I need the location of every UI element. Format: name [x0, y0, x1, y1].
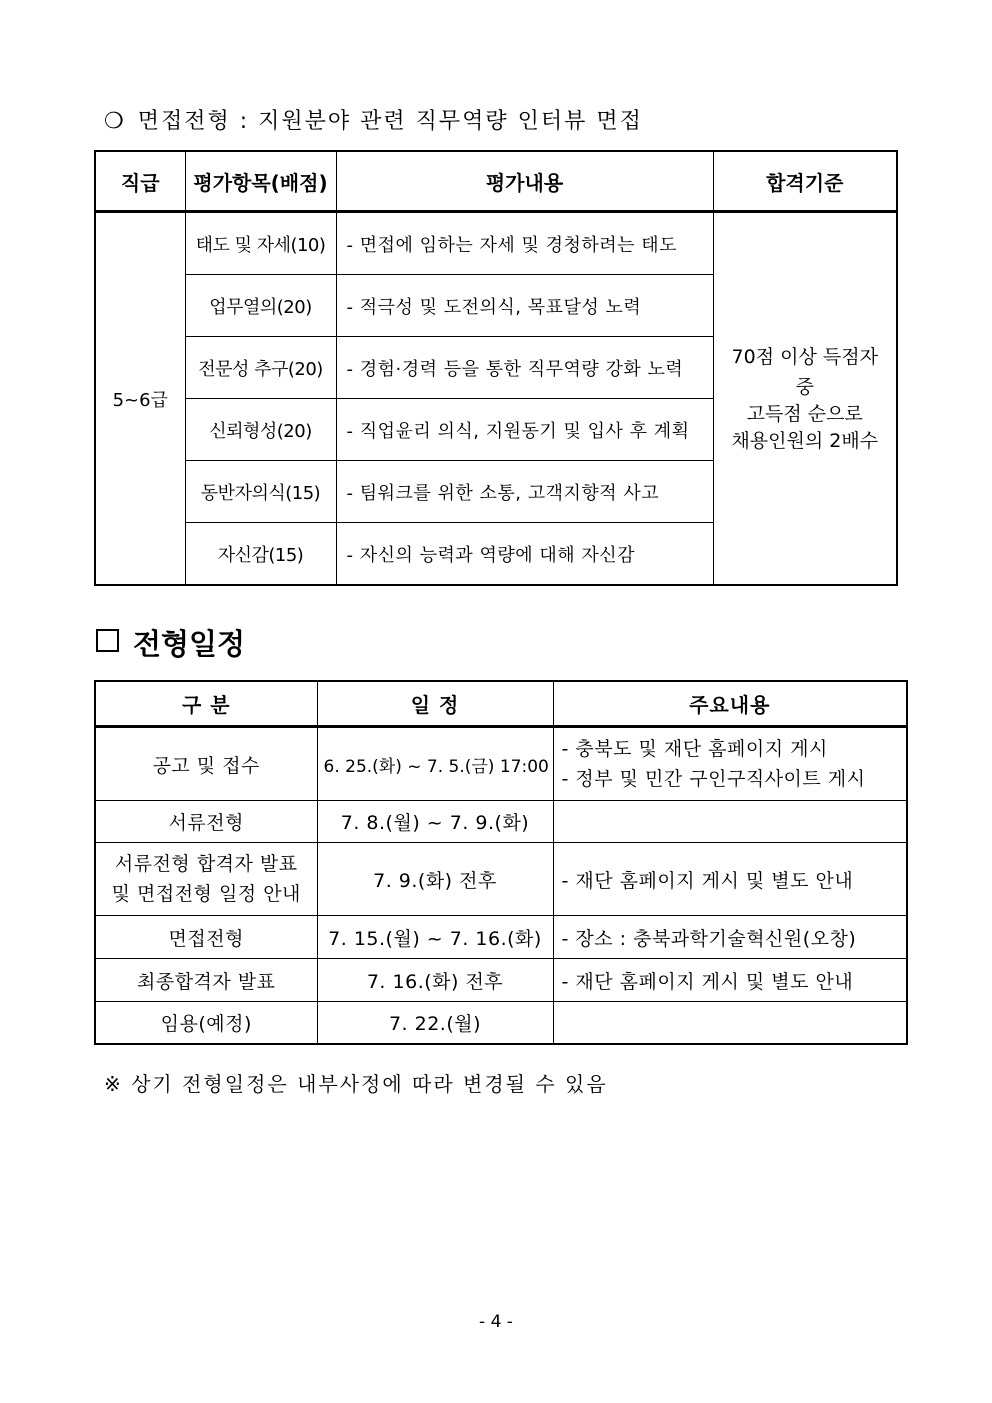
- eval-item: 자신감(15): [185, 523, 336, 586]
- eval-content: - 면접에 임하는 자세 및 경청하려는 태도: [336, 212, 713, 275]
- grade-cell: 5~6급: [95, 212, 185, 586]
- schedule-date: 7. 15.(월) ~ 7. 16.(화): [317, 916, 553, 959]
- eval-content: - 적극성 및 도전의식, 목표달성 노력: [336, 275, 713, 337]
- table-row: [95, 959, 907, 1002]
- table-row: [95, 916, 907, 959]
- interview-heading: [104, 104, 643, 135]
- interview-heading-text: 면접전형 : 지원분야 관련 직무역량 인터뷰 면접: [137, 109, 643, 134]
- schedule-details: [553, 727, 907, 801]
- schedule-section-title: [96, 622, 245, 663]
- schedule-stage: 면접전형: [95, 916, 317, 959]
- circle-bullet-icon: ❍: [104, 109, 126, 134]
- schedule-date: 7. 8.(월) ~ 7. 9.(화): [317, 801, 553, 843]
- stage-line: 서류전형 합격자 발표: [114, 853, 298, 875]
- checkbox-square-icon: [96, 629, 119, 652]
- schedule-stage: 서류전형: [95, 801, 317, 843]
- schedule-date: 7. 16.(화) 전후: [317, 959, 553, 1002]
- header-content: 평가내용: [336, 151, 713, 212]
- header-stage: 구 분: [95, 681, 317, 727]
- schedule-header-row: [95, 681, 907, 727]
- table-row: [95, 212, 897, 275]
- schedule-details: - 재단 홈페이지 게시 및 별도 안내: [553, 843, 907, 916]
- header-grade: 직급: [95, 151, 185, 212]
- header-criteria: 합격기준: [713, 151, 897, 212]
- eval-item: 동반자의식(15): [185, 461, 336, 523]
- schedule-stage: 공고 및 접수: [95, 727, 317, 801]
- schedule-details: [553, 801, 907, 843]
- stage-line: 및 면접전형 일정 안내: [111, 883, 301, 905]
- criteria-cell: [713, 212, 897, 586]
- schedule-date: 7. 22.(월): [317, 1002, 553, 1044]
- header-item: 평가항목(배점): [185, 151, 336, 212]
- eval-content: - 직업윤리 의식, 지원동기 및 입사 후 계획: [336, 399, 713, 461]
- interview-evaluation-table: [94, 150, 898, 586]
- schedule-stage: 최종합격자 발표: [95, 959, 317, 1002]
- schedule-title-text: 전형일정: [133, 627, 246, 661]
- page-number: - 4 -: [479, 1312, 513, 1332]
- schedule-details: - 장소 : 충북과학기술혁신원(오창): [553, 916, 907, 959]
- table-row: [95, 727, 907, 801]
- table-row: [95, 1002, 907, 1044]
- eval-content: - 경험·경력 등을 통한 직무역량 강화 노력: [336, 337, 713, 399]
- eval-content: - 팀워크를 위한 소통, 고객지향적 사고: [336, 461, 713, 523]
- schedule-details: [553, 1002, 907, 1044]
- schedule-note: ※ 상기 전형일정은 내부사정에 따라 변경될 수 있음: [104, 1072, 608, 1096]
- criteria-line: 70점 이상 득점자 중: [731, 345, 878, 398]
- eval-item: 신뢰형성(20): [185, 399, 336, 461]
- detail-line: - 정부 및 민간 구인구직사이트 게시: [561, 768, 866, 790]
- criteria-line: 채용인원의 2배수: [731, 429, 879, 452]
- schedule-details: - 재단 홈페이지 게시 및 별도 안내: [553, 959, 907, 1002]
- schedule-stage: 임용(예정): [95, 1002, 317, 1044]
- header-date: 일 정: [317, 681, 553, 727]
- criteria-line: 고득점 순으로: [746, 402, 863, 425]
- table-row: [95, 843, 907, 916]
- eval-header-row: [95, 151, 897, 212]
- schedule-stage: [95, 843, 317, 916]
- schedule-date: 7. 9.(화) 전후: [317, 843, 553, 916]
- detail-line: - 충북도 및 재단 홈페이지 게시: [561, 738, 828, 760]
- table-row: [95, 801, 907, 843]
- header-details: 주요내용: [553, 681, 907, 727]
- eval-content: - 자신의 능력과 역량에 대해 자신감: [336, 523, 713, 586]
- schedule-date: 6. 25.(화) ~ 7. 5.(금) 17:00: [317, 727, 553, 801]
- eval-item: 태도 및 자세(10): [185, 212, 336, 275]
- schedule-table: [94, 680, 908, 1045]
- eval-item: 전문성 추구(20): [185, 337, 336, 399]
- eval-item: 업무열의(20): [185, 275, 336, 337]
